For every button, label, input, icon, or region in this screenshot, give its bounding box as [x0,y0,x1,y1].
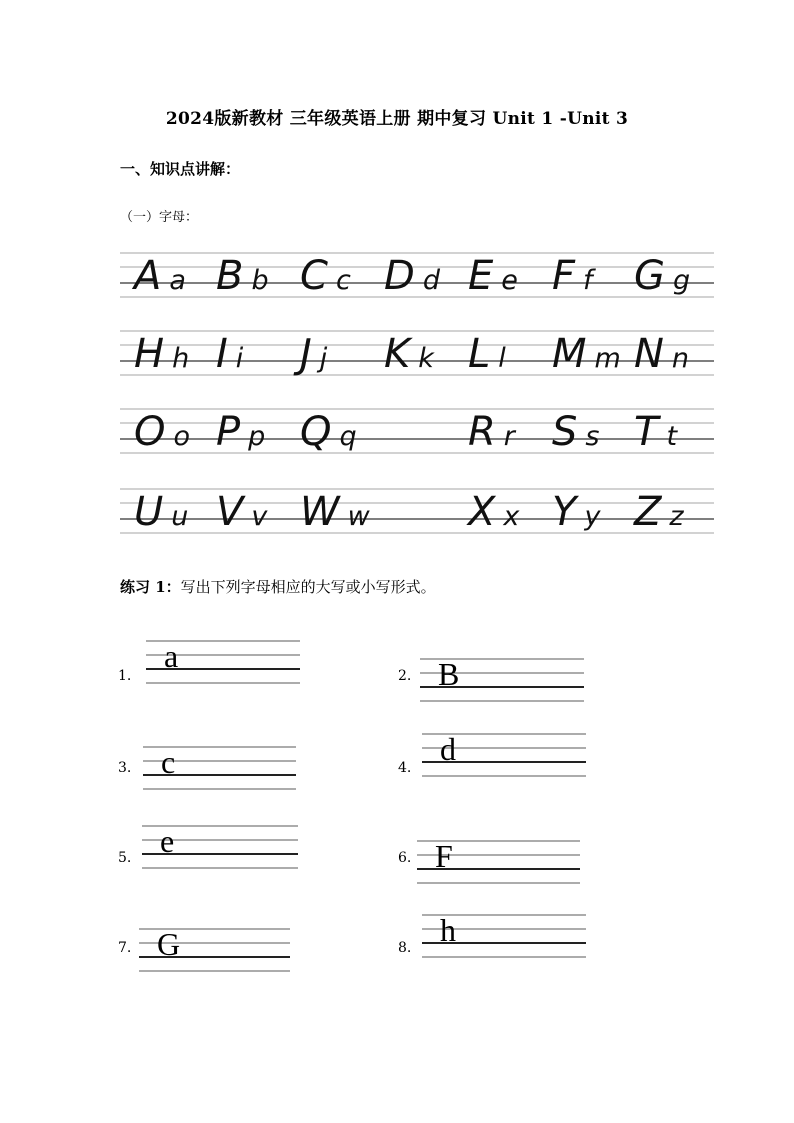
section-heading: 一、知识点讲解： [120,160,241,178]
letter-pair [134,253,186,299]
letter-pair [634,489,684,535]
document-title: 2024版新教材 三年级英语上册 期中复习 Unit 1 -Unit 3 [165,109,629,129]
lowercase-letter: n [671,343,690,374]
uppercase-letter: L [468,331,491,377]
uppercase-letter: B [216,253,244,299]
letter-pair [384,331,434,377]
lowercase-letter: m [594,343,621,374]
lowercase-letter: a [169,265,186,296]
exercise-heading [120,576,436,597]
exercise-number: 5. [118,850,132,866]
uppercase-letter: H [134,331,165,377]
uppercase-letter: J [300,331,312,377]
letter-pair [552,253,593,299]
letter-pair [134,409,191,455]
exercise-number: 8. [398,940,412,956]
lowercase-letter: d [422,265,440,296]
letter-pair [552,409,600,455]
uppercase-letter: W [300,489,340,535]
letter-pair [300,331,328,377]
exercise-letter: e [160,823,175,859]
uppercase-letter: M [552,331,587,377]
lowercase-letter: z [669,501,684,532]
letter-pair [634,253,691,299]
lowercase-letter: i [235,343,244,374]
exercise-letter: a [164,638,179,674]
uppercase-letter: R [468,409,496,455]
exercise-letter: h [440,912,456,948]
exercise-number: 4. [398,760,412,776]
letter-pair [634,409,678,455]
uppercase-letter: Z [634,489,662,535]
exercise-number: 7. [118,940,132,956]
uppercase-letter: F [552,253,576,299]
uppercase-letter: O [134,409,166,455]
lowercase-letter: e [501,265,518,296]
letter-pair [300,489,370,535]
letter-pair [552,331,621,377]
lowercase-letter: b [251,265,269,296]
exercise-letter: c [161,744,176,780]
lowercase-letter: g [673,265,691,296]
letter-pair [552,489,601,535]
letter-pair [468,489,520,535]
lowercase-letter: v [251,501,268,532]
letter-pair [216,409,266,455]
uppercase-letter: I [216,331,228,377]
subsection-heading: （一）字母： [120,210,199,225]
lowercase-letter: x [503,501,520,532]
letter-pair [216,253,269,299]
lowercase-letter: u [171,501,189,532]
uppercase-letter: P [216,409,241,455]
lowercase-letter: p [248,421,266,452]
letter-pair [468,331,506,377]
lowercase-letter: k [418,343,434,374]
exercise-number: 1. [118,668,132,684]
exercise-letter: G [157,926,181,962]
uppercase-letter: A [134,253,162,299]
uppercase-letter: D [384,253,415,299]
uppercase-letter: G [634,253,665,299]
letter-pair [216,331,244,377]
alphabet-chart [120,243,714,548]
lowercase-letter: h [172,343,190,374]
exercise-letter: B [438,656,460,692]
lowercase-letter: t [666,421,678,452]
lowercase-letter: s [585,421,600,452]
letter-pair [216,489,268,535]
letter-pair [468,253,518,299]
uppercase-letter: N [634,331,664,377]
exercise-label: 练习 1： [120,578,181,596]
uppercase-letter: Q [300,409,332,455]
letter-pair [134,489,189,535]
letter-pair [300,253,351,299]
uppercase-letter: S [552,409,578,455]
letter-pair [134,331,190,377]
lowercase-letter: r [503,421,515,452]
uppercase-letter: C [300,253,328,299]
exercise-instruction: 写出下列字母相应的大写或小写形式。 [180,578,436,596]
uppercase-letter: V [216,489,244,535]
exercise-letter: F [435,838,453,874]
letter-pair [468,409,515,455]
uppercase-letter: T [634,409,659,455]
lowercase-letter: w [347,501,370,532]
lowercase-letter: o [173,421,191,452]
lowercase-letter: j [319,343,328,374]
exercise-number: 2. [398,668,412,684]
lowercase-letter: y [584,501,601,532]
letter-pair [300,409,357,455]
uppercase-letter: Y [552,489,577,535]
exercise-number: 3. [118,760,132,776]
uppercase-letter: U [134,489,164,535]
lowercase-letter: q [339,421,357,452]
letter-pair [634,331,690,377]
exercise-letter: d [440,731,456,767]
lowercase-letter: l [498,343,506,374]
lowercase-letter: f [583,265,593,296]
exercise-number: 6. [398,850,412,866]
letter-pair [384,253,440,299]
uppercase-letter: X [468,489,496,535]
uppercase-letter: K [384,331,411,377]
lowercase-letter: c [335,265,351,296]
uppercase-letter: E [468,253,494,299]
